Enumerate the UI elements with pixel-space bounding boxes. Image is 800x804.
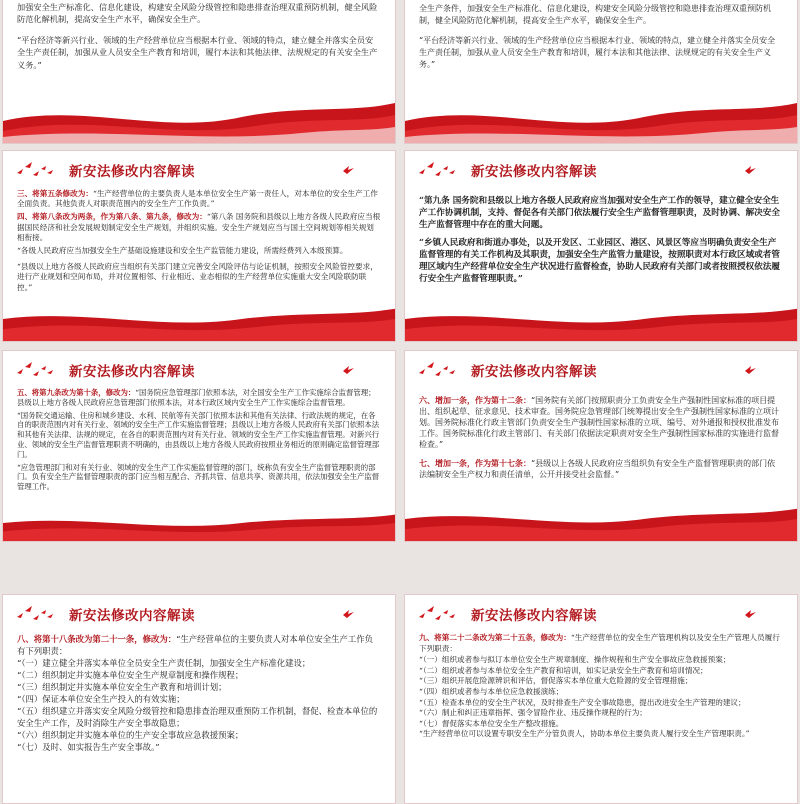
flying-birds-icon [13,159,65,181]
card-paragraph: 加强安全生产标准化、信息化建设，构建安全风险分级管控和隐患排查治理双重预防机制，健全风险防范化解机制，提高安全生产水平，确保安全生产。 [17,2,378,25]
card-paragraph: “各级人民政府应当加强安全生产基础设施建设和安全生产监管能力建设，所需经费列入本级预算。 [17,246,348,256]
card-paragraph: “（五）检查本单位的安全生产状况，及时排查生产安全事故隐患，提出改进安全生产管理的建议； [419,697,746,707]
card-header [13,359,195,381]
slide-card-bottom-left [2,594,396,804]
card-body [17,189,381,296]
card-header [13,159,195,181]
slide-card-mid2-right [404,350,798,542]
card-paragraph: “乡镇人民政府和街道办事处，以及开发区、工业园区、港区、风景区等应当明确负责安全生产监督管理的有关工作机构及其职责，加强安全生产监管力量建设，按照职责对本行政区域或者管理区域内生产经营单位安全生产状况进行监督检查，协助人民政府有关部门或者按照授权依法履行安全生产监督管理职责。” [419,238,780,284]
card-paragraph: “（二）组织制定并实施本单位安全生产规章制度和操作规程； [17,670,244,680]
card-title: 新安法修改内容解读 [471,608,597,624]
card-paragraph: “（四）保证本单位安全生产投入的有效实施； [17,694,185,704]
bird-icon [745,609,757,619]
card-paragraph: “（三）组织开展危险源辨识和评估，督促落实本单位重大危险源的安全管理措施； [419,676,693,686]
card-paragraph: 四、将第八条改为两条，作为第八条、第九条，修改为：“第八条 国务院和县级以上地方各级人民政府应当根据国民经济和社会发展规划制定安全生产规划，并组织实施。安全生产规划应当与国土空间规划等相关规划相衔接。 [17,212,381,242]
card-paragraph: “（七）督促落实本单位安全生产整改措施。 [419,718,564,728]
red-wave-decoration [405,83,797,143]
flying-birds-icon [13,603,65,625]
card-body [17,633,381,753]
card-paragraph: “（六）组织制定并实施本单位的生产安全事故应急救援预案； [17,730,244,740]
red-wave-decoration [3,505,395,541]
card-paragraph: “（三）组织制定并实施本单位安全生产教育和培训计划； [17,682,227,692]
card-title: 新安法修改内容解读 [471,164,597,180]
red-wave-decoration [3,83,395,143]
card-body [17,1,381,71]
slide-card-mid2-left [2,350,396,542]
red-wave-decoration [3,297,395,341]
slide-card-mid1-right [404,150,798,342]
card-paragraph: “（一）组织或者参与拟订本单位安全生产规章制度、操作规程和生产安全事故应急救援预案； [419,655,731,665]
card-body [419,195,783,290]
red-wave-decoration [405,497,797,541]
card-paragraph: 五、将第九条改为第十条，修改为：“国务院应急管理部门依照本法，对全国安全生产工作实施综合监督管理；县级以上地方各级人民政府应急管理部门依照本法，对本行政区域内安全生产工作实施综合监督管理。 [17,388,376,407]
flying-birds-icon [415,159,467,181]
card-paragraph: “（五）组织建立并落实安全风险分级管控和隐患排查治理双重预防工作机制，督促、检查本单位的安全生产工作，及时消除生产安全事故隐患； [17,706,378,728]
card-paragraph: 九、将第二十二条改为第二十五条，修改为：“生产经营单位的安全生产管理机构以及安全生产管理人员履行下列职责： [419,633,780,653]
card-header [415,159,597,181]
card-paragraph: 全生产条件，加强安全生产标准化、信息化建设，构建安全风险分级管控和隐患排查治理双重预防机制，健全风险防范化解机制，提高安全生产水平，确保安全生产。 [419,4,771,25]
card-paragraph: “平台经济等新兴行业、领域的生产经营单位应当根据本行业、领域的特点，建立健全并落实全员安全生产责任制，加强从业人员安全生产教育和培训，履行本法和其他法律、法规规定的有关安全生产义务。” [419,36,776,69]
bird-icon [745,165,757,175]
card-title: 新安法修改内容解读 [69,608,195,624]
card-paragraph: 六、增加一条，作为第十二条：“国务院有关部门按照职责分工负责安全生产强制性国家标准的项目提出、组织起草、征求意见、技术审查。国务院应急管理部门统筹提出安全生产强制性国家标准的立项计划。国务院标准化行政主管部门负责安全生产强制性国家标准的立项、编号、对外通报和授权批准发布工作。国务院标准化行政主管部门、有关部门依据法定职责对安全生产强制性国家标准的实施进行监督检查。” [419,395,779,449]
bird-icon [343,609,355,619]
card-paragraph: “（七）及时、如实报告生产安全事故。” [17,742,160,752]
bird-icon [343,365,355,375]
card-paragraph: 八、将第十八条改为第二十一条，修改为：“生产经营单位的主要负责人对本单位安全生产工作负有下列职责： [17,634,374,656]
card-paragraph: “（四）组织或者参与本单位应急救援演练； [419,686,564,696]
card-paragraph: 七、增加一条，作为第十七条：“县级以上各级人民政府应当组织负有安全生产监督管理职责的部门依法编制安全生产权力和责任清单，公开并接受社会监督。” [419,458,776,479]
card-paragraph: 三、将第五条修改为：“生产经营单位的主要负责人是本单位安全生产第一责任人，对本单位的安全生产工作全面负责。其他负责人对职责范围内的安全生产工作负责。” [17,189,378,209]
flying-birds-icon [13,359,65,381]
card-header [13,603,195,625]
card-header [415,359,597,381]
card-paragraph: “（二）组织或者参与本单位安全生产教育和培训，如实记录安全生产教育和培训情况； [419,665,708,675]
card-paragraph: “（一）建立健全并落实本单位全员安全生产责任制，加强安全生产标准化建设； [17,658,311,668]
red-wave-decoration [405,297,797,341]
card-body [419,633,783,740]
card-title: 新安法修改内容解读 [69,164,195,180]
card-paragraph: “平台经济等新兴行业、领域的生产经营单位应当根据本行业、领域的特点，建立健全并落实全员安全生产责任制，加强从业人员安全生产教育和培训，履行本法和其他法律、法规规定的有关安全生产义务。” [17,34,378,70]
slide-card-mid1-left [2,150,396,342]
slide-card-top-right [404,0,798,144]
card-body [419,395,783,483]
card-paragraph: “第九条 国务院和县级以上地方各级人民政府应当加强对安全生产工作的领导，建立健全安全生产工作协调机制，支持、督促各有关部门依法履行安全生产监督管理职责，及时协调、解决安全生产监督管理中存在的重大问题。 [419,196,780,230]
card-title: 新安法修改内容解读 [471,364,597,380]
card-paragraph: “生产经营单位可以设置专职安全生产分管负责人，协助本单位主要负责人履行安全生产管理职责。” [419,729,750,739]
card-paragraph: “国务院交通运输、住房和城乡建设、水利、民航等有关部门依照本法和其他有关法律、行政法规的规定，在各自的职责范围内对有关行业、领域的安全生产工作实施监督管理；县级以上地方各级人民政府有关部门依照本法和其他有关法律、法规的规定，在各自的职责范围内对有关行业、领域的安全生产工作实施监督管理。对新兴行业、领域的安全生产监督管理职责不明确的，由县级以上地方各级人民政府按照业务相近的原则确定监督管理部门。 [17,410,380,459]
card-body [17,388,381,495]
card-title: 新安法修改内容解读 [69,364,195,380]
slide-card-top-left [2,0,396,144]
card-paragraph: “应急管理部门和对有关行业、领域的安全生产工作实施监督管理的部门，统称负有安全生产监督管理职责的部门。负有安全生产监督管理职责的部门应当相互配合、齐抓共管、信息共享、资源共用，依法加强安全生产监督管理工作。 [17,462,380,492]
card-header [415,603,597,625]
flying-birds-icon [415,359,467,381]
bird-icon [745,365,757,375]
card-paragraph: “县级以上地方各级人民政府应当组织有关部门建立完善安全风险评估与论证机制，按照安全风险管控要求，进行产业规划和空间布局，并对位置相邻、行业相近、业态相似的生产经营单位实施重大安全风险联防联控。” [17,262,378,292]
card-body [419,0,783,71]
bird-icon [343,165,355,175]
card-paragraph: “（六）制止和纠正违章指挥、强令冒险作业、违反操作规程的行为； [419,708,647,718]
slide-card-bottom-right [404,594,798,804]
flying-birds-icon [415,603,467,625]
